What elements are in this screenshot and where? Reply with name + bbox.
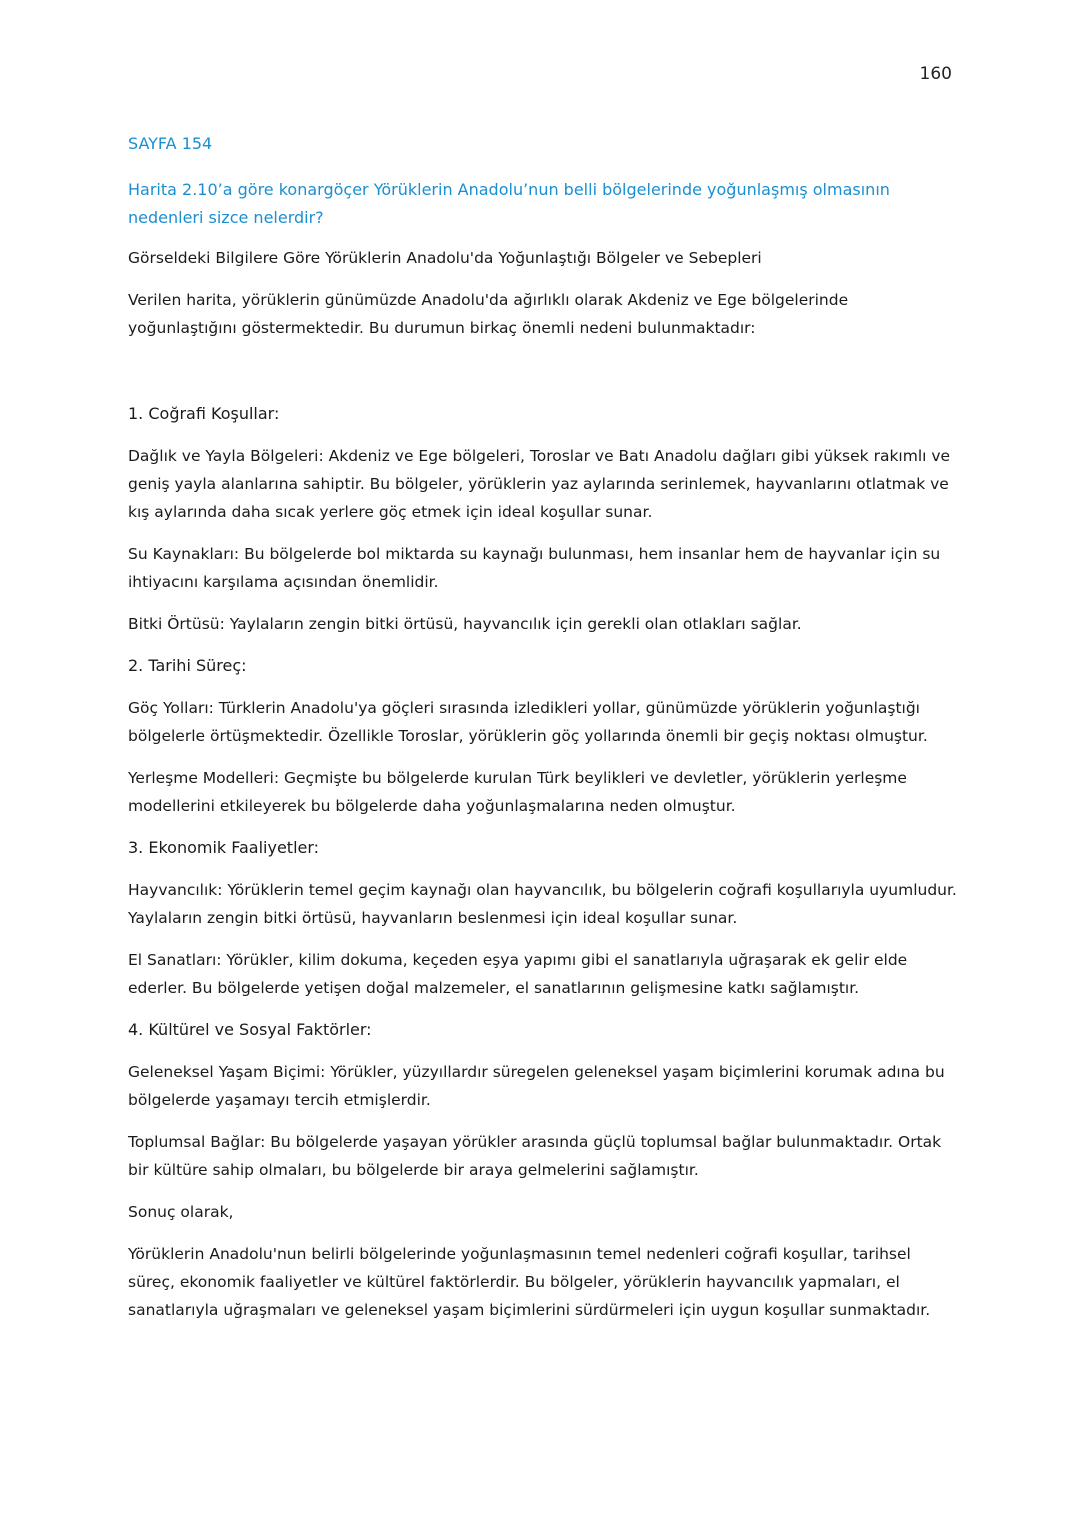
section-heading-economy: 3. Ekonomik Faaliyetler:	[128, 838, 320, 857]
document-body	[128, 130, 958, 1338]
page-number: 160	[919, 64, 952, 84]
conclusion-heading: Sonuç olarak,	[128, 1203, 234, 1221]
paragraph-vegetation: Bitki Örtüsü: Yaylaların zengin bitki örtüsü, hayvancılık için gerekli olan otlakları sağlar.	[128, 615, 802, 633]
paragraph-traditional-life: Geleneksel Yaşam Biçimi: Yörükler, yüzyıllardır süregelen geleneksel yaşam biçimlerini korumak adına bu bölgelerde yaşamayı tercih etmişlerdir.	[128, 1063, 945, 1109]
paragraph-handicrafts: El Sanatları: Yörükler, kilim dokuma, keçeden eşya yapımı gibi el sanatlarıyla uğraşarak ek gelir elde ederler. Bu bölgelerde yetişen doğal malzemeler, el sanatlarının gelişmesine katkı sağlamıştır.	[128, 951, 908, 997]
paragraph-migration-routes: Göç Yolları: Türklerin Anadolu'ya göçleri sırasında izledikleri yollar, günümüzde yörüklerin yoğunlaştığı bölgelerle örtüşmektedir. Özellikle Toroslar, yörüklerin göç yollarında önemli bir geçiş noktası olmuştur.	[128, 699, 928, 745]
conclusion-paragraph: Yörüklerin Anadolu'nun belirli bölgelerinde yoğunlaşmasının temel nedenleri coğrafi koşullar, tarihsel süreç, ekonomik faaliyetler ve kültürel faktörlerdir. Bu bölgeler, yörüklerin hayvancılık yapmaları, el sanatlarıyla uğraşmaları ve geleneksel yaşam biçimlerini sürdürmeleri için uygun koşullar sunmaktadır.	[128, 1245, 931, 1319]
section-reference: SAYFA 154	[128, 134, 213, 153]
paragraph-mountains: Dağlık ve Yayla Bölgeleri: Akdeniz ve Ege bölgeleri, Toroslar ve Batı Anadolu dağları gibi yüksek rakımlı ve geniş yayla alanlarına sahiptir. Bu bölgeler, yörüklerin yaz aylarında serinlemek, hayvanlarını otlatmak ve kış aylarında daha sıcak yerlere göç etmek için ideal koşullar sunar.	[128, 447, 951, 521]
section-heading-history: 2. Tarihi Süreç:	[128, 656, 247, 675]
spacer	[128, 356, 958, 400]
section-heading-geography: 1. Coğrafi Koşullar:	[128, 404, 280, 423]
intro-paragraph: Verilen harita, yörüklerin günümüzde Anadolu'da ağırlıklı olarak Akdeniz ve Ege bölgelerinde yoğunlaştığını göstermektedir. Bu durumun birkaç önemli nedeni bulunmaktadır:	[128, 291, 849, 337]
document-title: Görseldeki Bilgilere Göre Yörüklerin Anadolu'da Yoğunlaştığı Bölgeler ve Sebepleri	[128, 249, 762, 267]
paragraph-livestock: Hayvancılık: Yörüklerin temel geçim kaynağı olan hayvancılık, bu bölgelerin coğrafi koşullarıyla uyumludur. Yaylaların zengin bitki örtüsü, hayvanların beslenmesi için ideal koşullar sunar.	[128, 881, 957, 927]
section-heading-culture: 4. Kültürel ve Sosyal Faktörler:	[128, 1020, 372, 1039]
paragraph-water: Su Kaynakları: Bu bölgelerde bol miktarda su kaynağı bulunması, hem insanlar hem de hayvanlar için su ihtiyacını karşılama açısından önemlidir.	[128, 545, 941, 591]
paragraph-social-bonds: Toplumsal Bağlar: Bu bölgelerde yaşayan yörükler arasında güçlü toplumsal bağlar bulunmaktadır. Ortak bir kültüre sahip olmaları, bu bölgelerde bir araya gelmelerini sağlamıştır.	[128, 1133, 942, 1179]
paragraph-settlement: Yerleşme Modelleri: Geçmişte bu bölgelerde kurulan Türk beylikleri ve devletler, yörüklerin yerleşme modellerini etkileyerek bu bölgelerde daha yoğunlaşmalarına neden olmuştur.	[128, 769, 907, 815]
question-text: Harita 2.10’a göre konargöçer Yörüklerin Anadolu’nun belli bölgelerinde yoğunlaşmış olmasının nedenleri sizce nelerdir?	[128, 180, 890, 227]
